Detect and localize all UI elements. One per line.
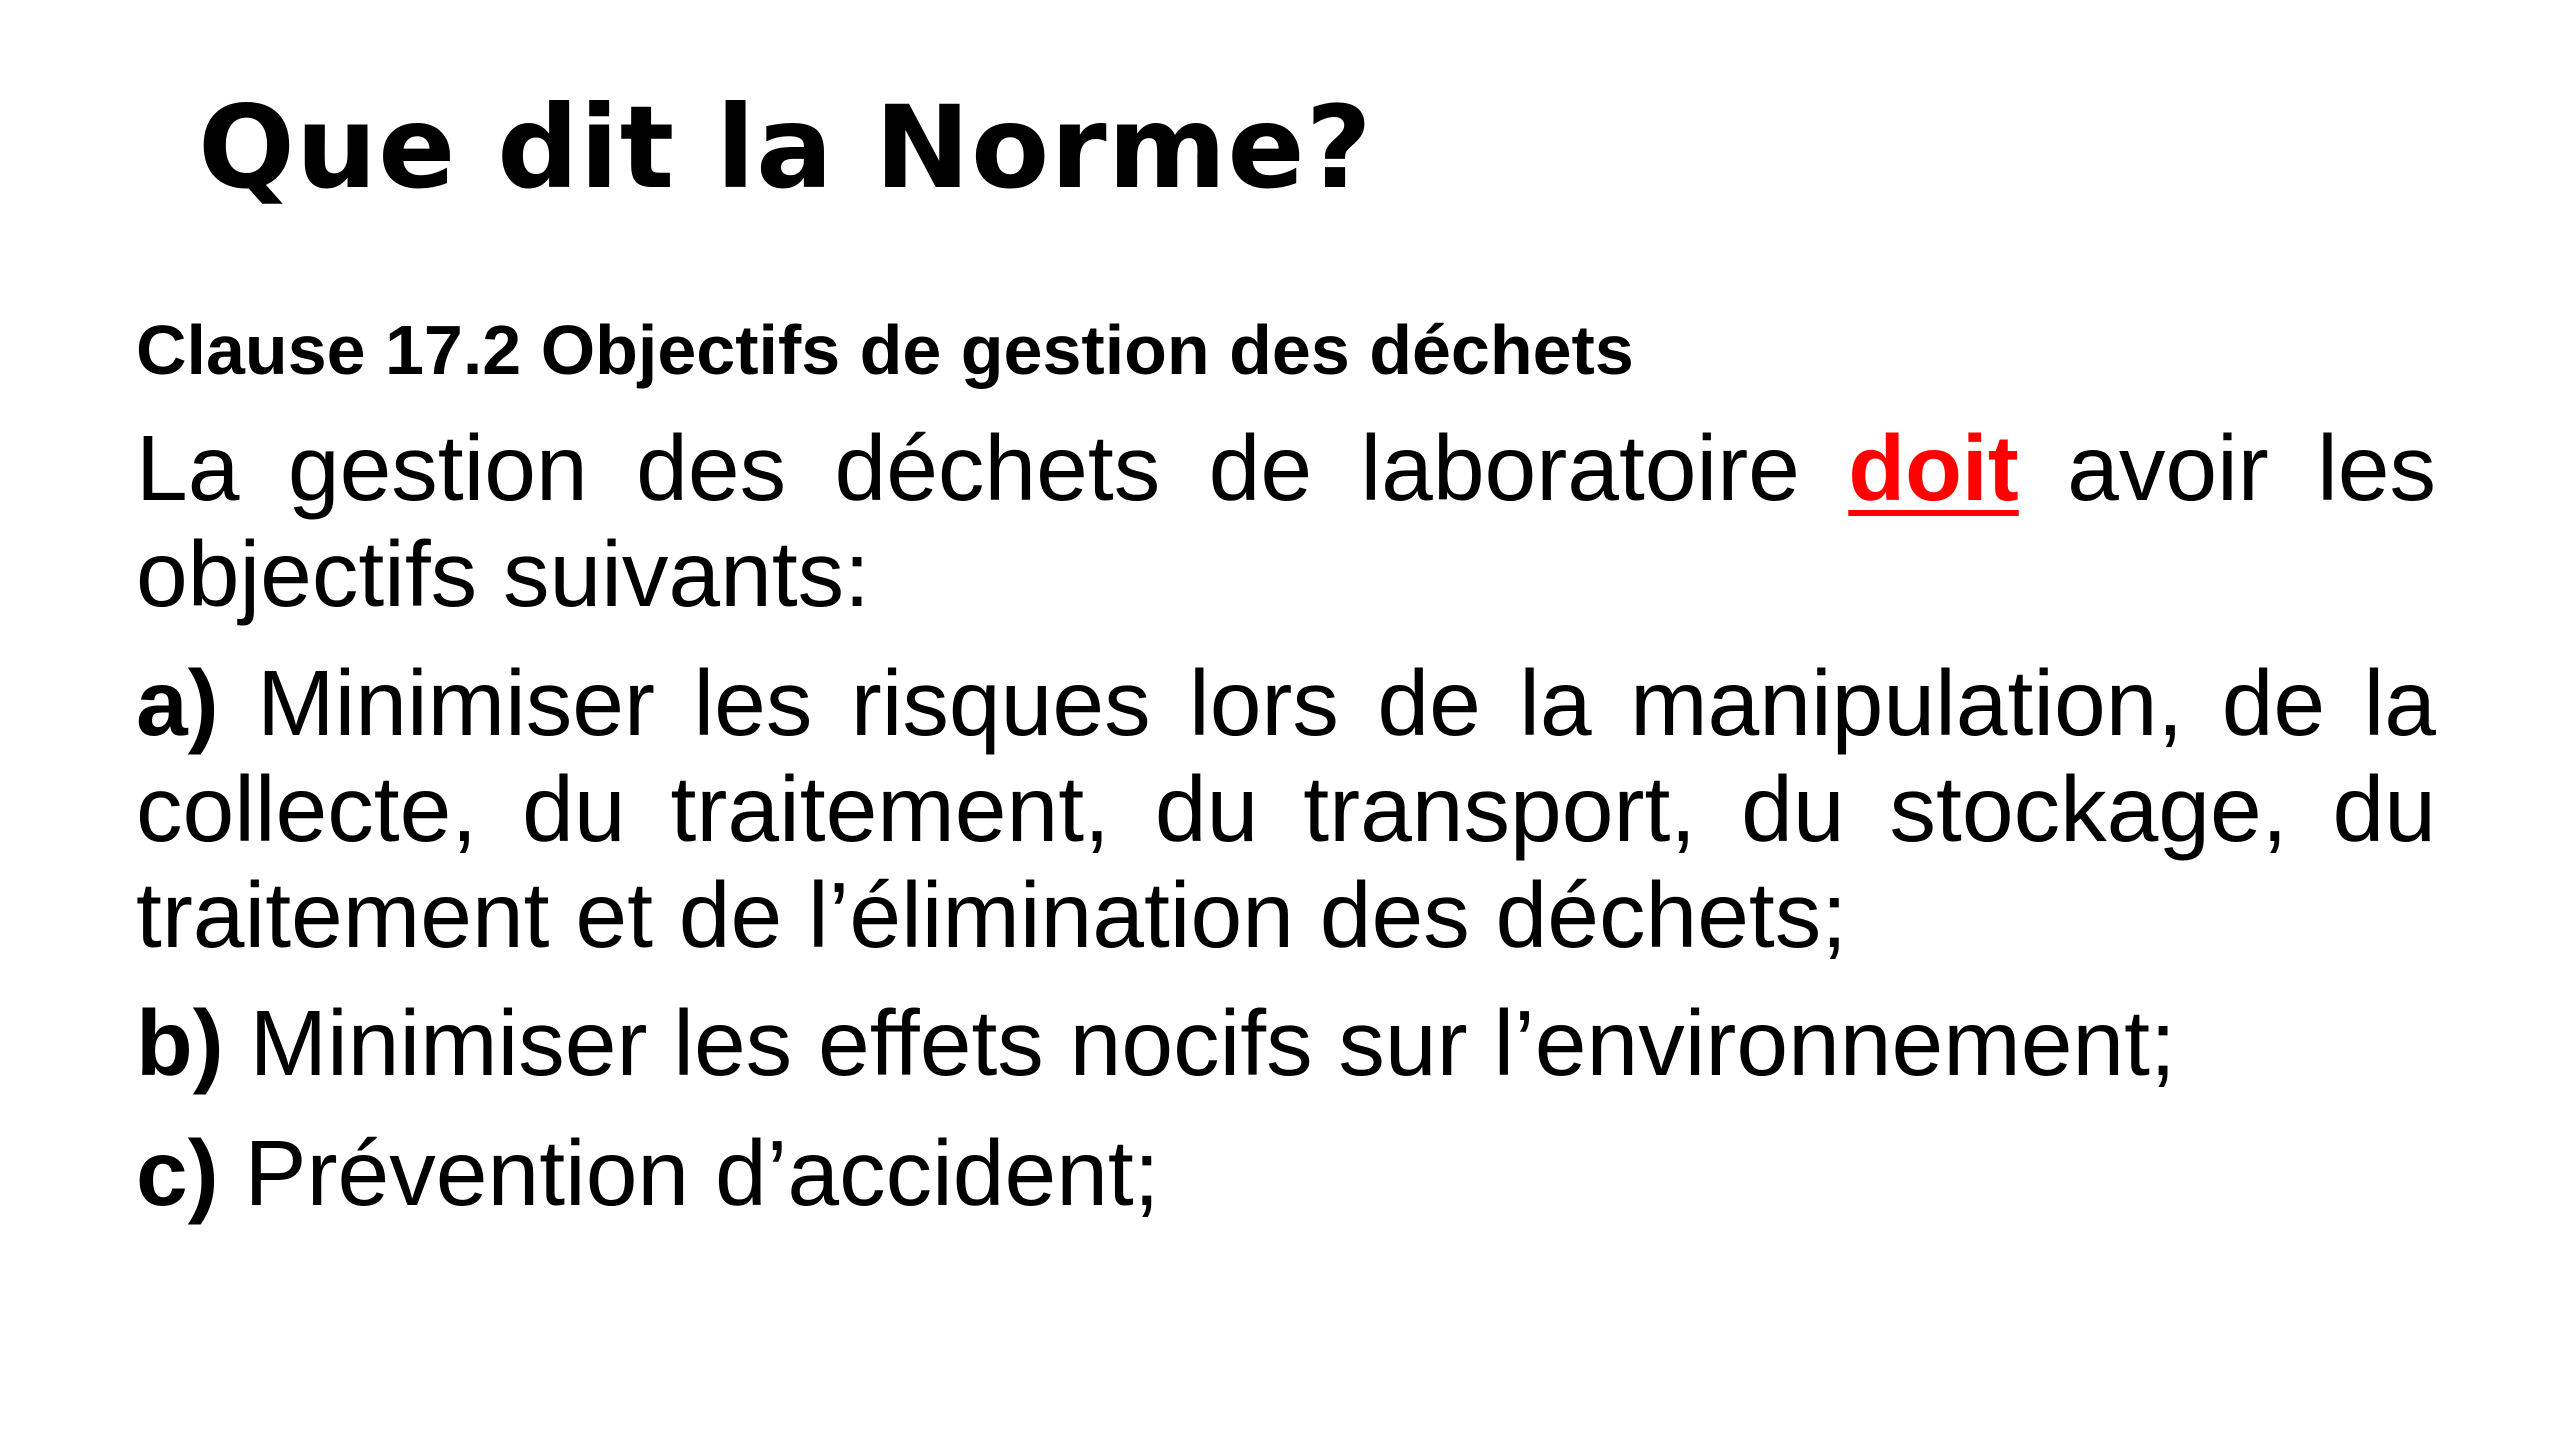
- intro-text-before: La gestion des déchets de laboratoire: [136, 416, 1849, 520]
- list-item-text: Minimiser les risques lors de la manipulation, de la collecte, du traitement, du transport, du stockage, du traitement et de l’élimination des déchets;: [136, 651, 2436, 967]
- intro-paragraph: [136, 415, 2436, 627]
- list-item-b: [136, 990, 2436, 1096]
- emphasis-doit: doit: [1848, 416, 2019, 520]
- list-item-marker: a): [136, 651, 219, 755]
- list-item-a: [136, 650, 2436, 968]
- slide-title: Que dit la Norme?: [198, 81, 1373, 214]
- clause-heading: Clause 17.2 Objectifs de gestion des déchets: [136, 311, 1634, 389]
- list-item-marker: b): [136, 991, 224, 1095]
- list-item-text: Prévention d’accident;: [218, 1121, 1160, 1225]
- list-item-marker: c): [136, 1121, 219, 1225]
- intro-text-after: avoir les objectifs suivants:: [136, 416, 2436, 626]
- list-item-c: [136, 1120, 2436, 1226]
- list-item-text: Minimiser les effets nocifs sur l’environnement;: [223, 991, 2176, 1095]
